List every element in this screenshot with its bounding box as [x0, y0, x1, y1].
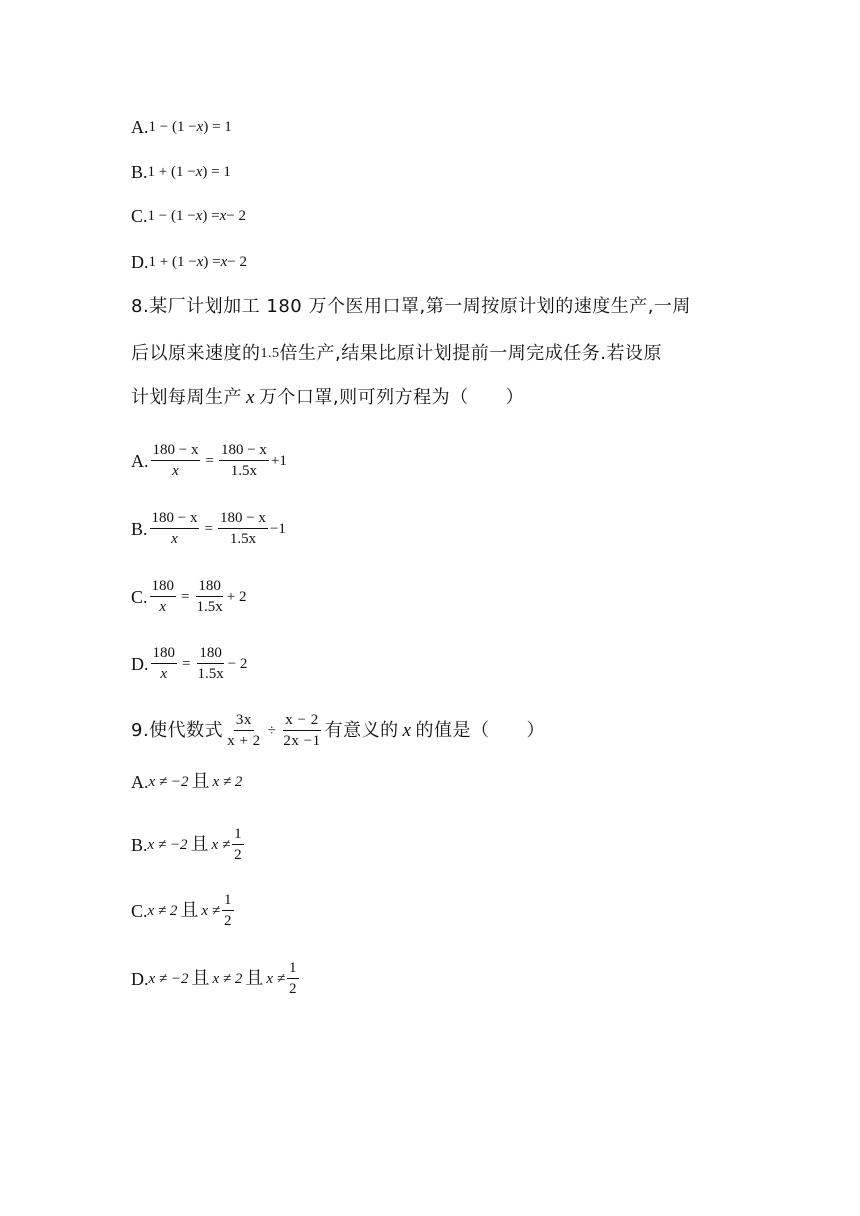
and-word: 且 [190, 833, 209, 855]
denominator: x [171, 531, 178, 547]
q7-option-a[interactable] [131, 115, 232, 139]
denominator: x [172, 463, 179, 479]
expr-rhs: ) = [203, 254, 221, 270]
q7-option-b[interactable] [131, 160, 231, 184]
expr-rhs-var: x [219, 208, 227, 224]
expr-lhs: 1 + (1 − [147, 164, 196, 180]
numerator: x − 2 [283, 710, 320, 731]
q8-stem-line-3 [131, 386, 524, 410]
q9-stem [131, 710, 545, 751]
fraction [150, 508, 200, 549]
option-label: A. [131, 117, 149, 137]
fraction [219, 440, 269, 481]
denominator: x [160, 666, 168, 682]
expr-tail: −1 [269, 520, 286, 537]
expr-rhs: ) = [202, 208, 220, 224]
q9-var: x [402, 719, 412, 741]
q8-stem-line-1 [131, 295, 691, 319]
option-label: A. [131, 772, 149, 792]
q9-option-d[interactable] [131, 958, 301, 999]
condition: x ≠ −2 [147, 836, 188, 853]
numerator: 1 [232, 824, 244, 845]
fraction [232, 824, 244, 865]
q8-var: x [246, 387, 255, 408]
divide-sign: ÷ [267, 722, 277, 739]
expr-rhs-var: x [220, 254, 228, 270]
and-word: 且 [180, 899, 199, 921]
numerator: 180 − x [151, 440, 201, 461]
expr-tail: − 2 [227, 655, 248, 672]
option-label: D. [131, 653, 149, 674]
expr-var: x [195, 164, 203, 180]
option-label: D. [131, 968, 149, 989]
q9-text: 9.使代数式 [131, 719, 224, 741]
numerator: 3x [234, 710, 254, 731]
condition: x ≠ 2 [147, 902, 178, 919]
denominator: x [159, 599, 167, 615]
numerator: 1 [222, 890, 234, 911]
q8-stem-line-2 [131, 342, 662, 366]
expr-var: x [195, 208, 203, 224]
q7-option-d[interactable] [131, 250, 247, 274]
option-label: C. [131, 900, 148, 921]
expr-lhs: 1 − (1 − [147, 208, 196, 224]
expr-rhs-tail: − 2 [226, 208, 246, 224]
q8-text: 后以原来速度的 [131, 343, 261, 364]
denominator: 2 [224, 913, 232, 929]
fraction [287, 958, 299, 999]
and-word: 且 [191, 771, 210, 792]
expr-tail: + 2 [226, 588, 247, 605]
option-label: D. [131, 252, 149, 272]
expr-rhs: ) = 1 [202, 164, 231, 180]
expr-var: x [196, 254, 204, 270]
fraction [194, 576, 224, 617]
condition: x ≠ 2 [212, 774, 243, 790]
q8-text: 倍生产,结果比原计划提前一周完成任务.若设原 [279, 343, 662, 364]
numerator: 180 [196, 576, 223, 597]
denominator: 1.5x [229, 531, 257, 547]
condition: x ≠ −2 [148, 970, 189, 987]
condition: x ≠ −2 [148, 774, 189, 790]
q8-text: 计划每周生产 [131, 387, 242, 408]
fraction [195, 643, 225, 684]
denominator: 1.5x [230, 463, 258, 479]
q7-option-c[interactable] [131, 204, 246, 228]
numerator: 180 − x [150, 508, 200, 529]
option-label: B. [131, 162, 148, 182]
numerator: 180 [150, 576, 177, 597]
numerator: 180 [197, 643, 224, 664]
condition: x ≠ [201, 902, 221, 919]
numerator: 180 [151, 643, 178, 664]
denominator: 2x −1 [283, 733, 321, 749]
q9-option-a[interactable] [131, 770, 242, 794]
denominator: 2 [289, 981, 297, 997]
fraction [151, 643, 178, 684]
q8-option-b[interactable]: B. $\frac{180 - x}{x}$ = $\frac{180 - x}{1.5x}$ −1 [131, 510, 286, 547]
expr-tail: +1 [270, 452, 287, 469]
numerator: 180 − x [219, 440, 269, 461]
option-label: B. [131, 518, 148, 539]
option-label: B. [131, 834, 148, 855]
q9-text: 的值是（ ） [415, 719, 546, 741]
q8-text: 8.某厂计划加工 180 万个医用口罩,第一周按原计划的速度生产,一周 [131, 296, 691, 317]
and-word: 且 [245, 967, 264, 989]
q9-option-b[interactable] [131, 824, 246, 865]
q8-option-c[interactable]: C. $\frac{180}{x}$ = $\frac{180}{1.5x}$ + 2 [131, 578, 247, 615]
q8-option-a[interactable]: A. $\frac{180 - x}{x}$ = $\frac{180 - x}{1.5x}$ +1 [131, 442, 287, 479]
option-label: C. [131, 586, 148, 607]
denominator: x + 2 [227, 733, 261, 749]
expr-lhs: 1 + (1 − [148, 254, 197, 270]
denominator: 1.5x [197, 666, 224, 682]
expr-var: x [196, 119, 204, 135]
condition: x ≠ [266, 970, 286, 987]
denominator: 1.5x [196, 599, 223, 615]
fraction [151, 440, 201, 481]
numerator: 180 − x [218, 508, 268, 529]
q8-option-d[interactable]: D. $\frac{180}{x}$ = $\frac{180}{1.5x}$ − 2 [131, 645, 248, 682]
condition: x ≠ [211, 836, 231, 853]
q8-number: 1.5 [260, 346, 280, 361]
fraction [281, 710, 322, 751]
fraction [225, 710, 262, 751]
expr-lhs: 1 − (1 − [148, 119, 197, 135]
option-label: A. [131, 450, 149, 471]
expr-rhs: ) = 1 [203, 119, 232, 135]
condition: x ≠ 2 [212, 970, 243, 987]
denominator: 2 [234, 847, 242, 863]
and-word: 且 [191, 967, 210, 989]
q9-option-c[interactable] [131, 890, 236, 931]
numerator: 1 [287, 958, 299, 979]
fraction [218, 508, 268, 549]
q8-text: 万个口罩,则可列方程为（ ） [258, 387, 525, 408]
fraction [222, 890, 234, 931]
fraction [150, 576, 177, 617]
q9-text: 有意义的 [324, 719, 399, 741]
option-label: C. [131, 206, 148, 226]
expr-rhs-tail: − 2 [227, 254, 247, 270]
